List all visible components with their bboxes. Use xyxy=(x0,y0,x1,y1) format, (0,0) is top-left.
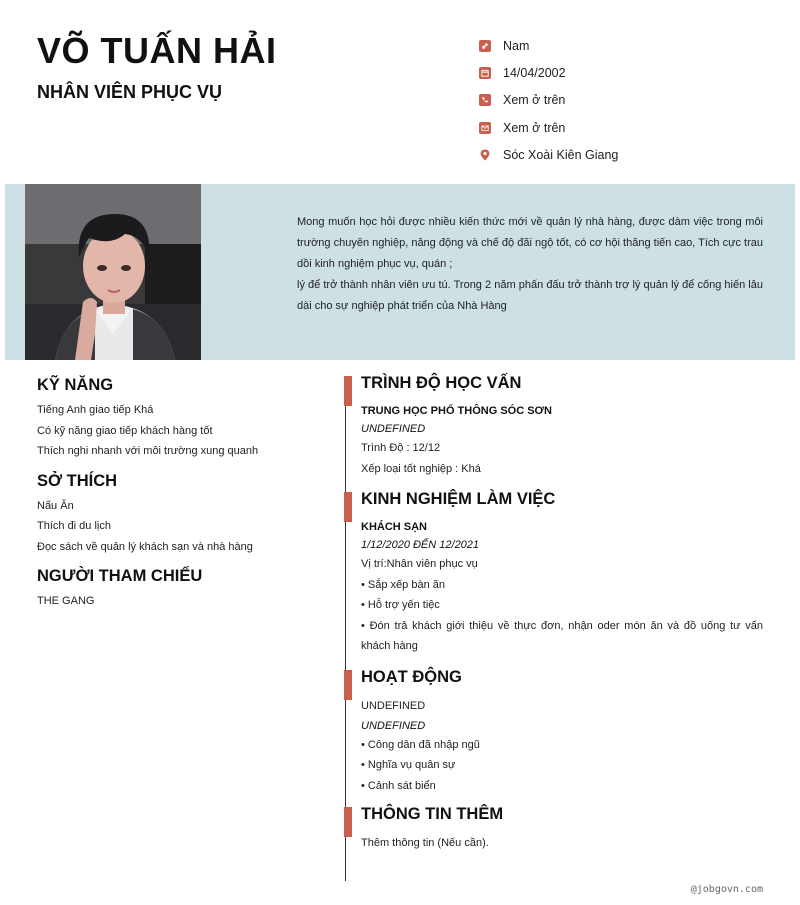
list-item: Xếp loại tốt nghiệp : Khá xyxy=(361,462,481,475)
list-item: Tiếng Anh giao tiếp Khá xyxy=(37,404,154,416)
contact-address-text: Sóc Xoài Kiên Giang xyxy=(503,147,619,162)
gender-icon xyxy=(479,40,491,52)
list-item: • Cảnh sát biển xyxy=(361,779,436,792)
contact-list xyxy=(479,32,618,168)
watermark: @jobgovn.com xyxy=(690,884,763,895)
contact-birthday xyxy=(479,59,618,86)
additional-title: THÔNG TIN THÊM xyxy=(361,805,504,823)
list-item: Vị trí:Nhân viên phục vụ xyxy=(361,558,478,570)
contact-birthday-text: 14/04/2002 xyxy=(503,65,566,80)
references-title: NGƯỜI THAM CHIẾU xyxy=(37,567,203,585)
company-name: KHÁCH SẠN xyxy=(361,521,427,533)
phone-icon xyxy=(479,94,491,106)
school-name: TRUNG HỌC PHỔ THÔNG SÓC SƠN xyxy=(361,405,552,417)
hobbies-section xyxy=(37,472,317,558)
contact-address xyxy=(479,141,618,168)
activity-org: UNDEFINED xyxy=(361,700,426,712)
list-item: Đọc sách về quản lý khách sạn và nhà hàng xyxy=(37,540,253,553)
education-marker xyxy=(344,376,352,406)
contact-gender-text: Nam xyxy=(503,38,530,53)
experience-period: 1/12/2020 ĐẾN 12/2021 xyxy=(361,539,480,551)
timeline-line xyxy=(345,376,346,881)
contact-email-text: Xem ở trên xyxy=(503,120,566,135)
contact-phone-text: Xem ở trên xyxy=(503,93,566,108)
email-icon xyxy=(479,122,491,134)
career-objective xyxy=(297,212,763,317)
objective-paragraph-1: Mong muốn học hỏi được nhiều kiến thức mới về quản lý nhà hàng, được dàm việc trong môi trường chuyên nghiệp, năng động và chế độ đãi ngộ tốt, có cơ hội thăng tiến cao, Tích cực trau dồi kinh nghiệm phục vụ, quán ; xyxy=(297,216,763,270)
list-item: Thích đi du lịch xyxy=(37,520,111,532)
references-section xyxy=(37,567,317,612)
objective-paragraph-2: lý để trở thành nhân viên ưu tú. Trong 2 năm phấn đấu trở thành trợ lý quản lý để cống hiến lâu dài cho sự nghiệp phát triển của Nhà Hàng xyxy=(297,279,763,312)
list-item: • Hỗ trợ yến tiệc xyxy=(361,599,440,611)
list-item: Nấu Ăn xyxy=(37,499,74,512)
calendar-icon xyxy=(479,67,491,79)
left-column xyxy=(37,372,317,622)
list-item: • Công dân đã nhập ngũ xyxy=(361,738,480,751)
list-item: • Nghĩa vụ quân sự xyxy=(361,759,456,771)
experience-title: KINH NGHIỆM LÀM VIỆC xyxy=(361,490,556,508)
list-item: Có kỹ năng giao tiếp khách hàng tốt xyxy=(37,424,213,437)
list-item: • Đón trả khách giới thiệu về thực đơn, nhận oder món ăn và đồ uống tư vấn khách hàng xyxy=(361,619,763,652)
list-item: Thích nghi nhanh với môi trường xung quanh xyxy=(37,445,259,457)
additional-info-section xyxy=(361,805,763,854)
activities-title: HOẠT ĐỘNG xyxy=(361,668,462,686)
list-item: Thêm thông tin (Nếu cần). xyxy=(361,837,489,849)
list-item: Trình Độ : 12/12 xyxy=(361,442,441,454)
activities-section xyxy=(361,668,763,796)
hobbies-title: SỞ THÍCH xyxy=(37,471,118,490)
activity-period: UNDEFINED xyxy=(361,719,426,732)
list-item: THE GANG xyxy=(37,595,95,607)
contact-gender xyxy=(479,32,618,59)
education-period: UNDEFINED xyxy=(361,423,426,435)
candidate-name: VÕ TUẤN HẢI xyxy=(37,30,277,71)
experience-marker xyxy=(344,492,352,522)
education-title: TRÌNH ĐỘ HỌC VẤN xyxy=(361,374,522,392)
location-pin-icon xyxy=(479,149,491,161)
contact-phone xyxy=(479,87,618,114)
activities-marker xyxy=(344,670,352,700)
education-section xyxy=(361,374,763,479)
skills-section xyxy=(37,376,317,462)
additional-marker xyxy=(344,807,352,837)
profile-photo xyxy=(25,184,201,360)
contact-email xyxy=(479,114,618,141)
job-title: NHÂN VIÊN PHỤC VỤ xyxy=(37,82,223,102)
experience-section xyxy=(361,490,763,657)
skills-title: KỸ NĂNG xyxy=(37,376,114,394)
list-item: • Sắp xếp bàn ăn xyxy=(361,578,445,591)
